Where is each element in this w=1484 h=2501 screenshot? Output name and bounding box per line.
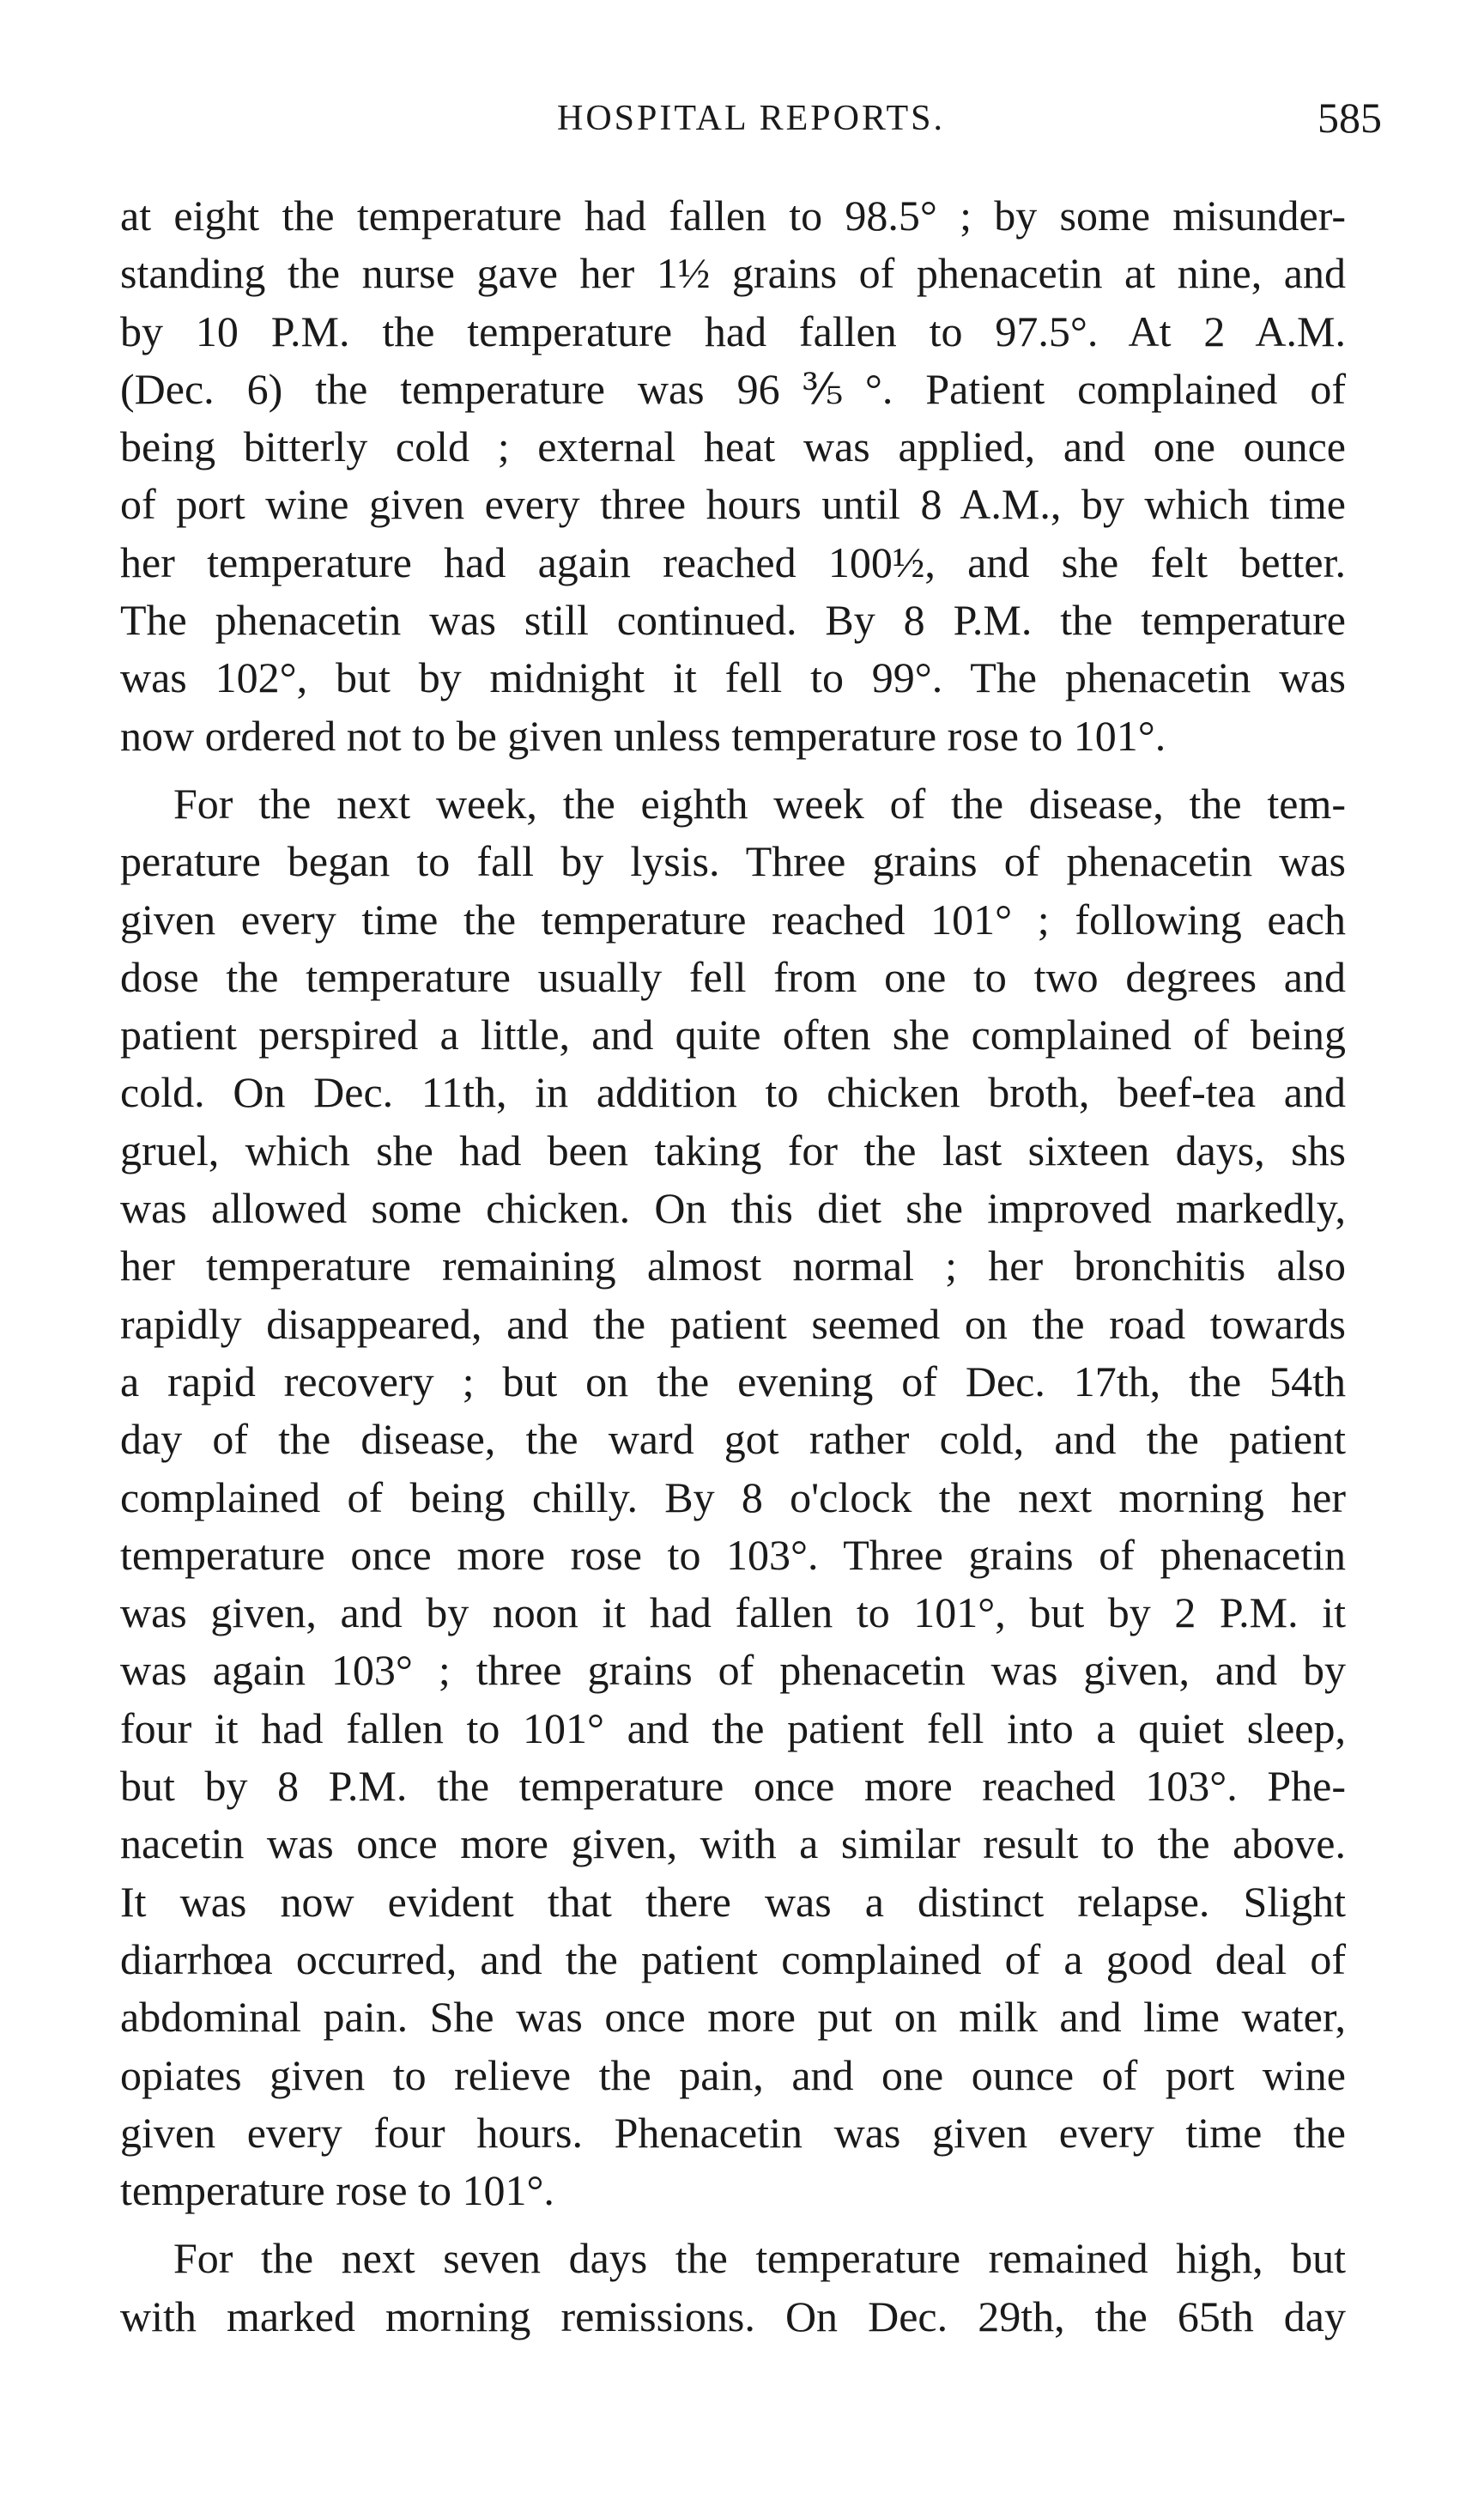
paragraph-gap bbox=[120, 2219, 1346, 2230]
page-number: 585 bbox=[1317, 94, 1382, 142]
paragraph bbox=[120, 187, 1346, 765]
text-line: now ordered not to be given unless temperature rose to 101°. bbox=[120, 711, 1166, 760]
text-line: with marked morning remissions. On Dec. 29th, the 65th day bbox=[120, 2292, 1346, 2340]
text-line: at eight the temperature had fallen to 98.5° ; by some misunder- bbox=[120, 191, 1346, 240]
text-line: was allowed some chicken. On this diet she improved markedly, bbox=[120, 1184, 1346, 1233]
text-line: standing the nurse gave her 1½ grains of phenacetin at nine, and bbox=[120, 249, 1346, 298]
text-line: abdominal pain. She was once more put on milk and lime water, bbox=[120, 1993, 1346, 2042]
text-line: of port wine given every three hours until 8 A.M., by which time bbox=[120, 480, 1346, 529]
body-text bbox=[120, 187, 1346, 2346]
text-line: The phenacetin was still continued. By 8 P.M. the temperature bbox=[120, 596, 1346, 645]
text-line: gruel, which she had been taking for the last sixteen days, shs bbox=[120, 1126, 1346, 1175]
text-line: complained of being chilly. By 8 o'clock the next morning her bbox=[120, 1472, 1346, 1521]
text-line: temperature rose to 101°. bbox=[120, 2166, 554, 2215]
text-line: four it had fallen to 101° and the patient fell into a quiet sleep, bbox=[120, 1703, 1346, 1752]
page-header bbox=[120, 93, 1382, 144]
text-line: by 10 P.M. the temperature had fallen to 97.5°. At 2 A.M. bbox=[120, 307, 1346, 355]
text-line: perature began to fall by lysis. Three grains of phenacetin was bbox=[120, 837, 1346, 886]
text-line: temperature once more rose to 103°. Three grains of phenacetin bbox=[120, 1530, 1346, 1579]
text-line: her temperature remaining almost normal ; her bronchitis also bbox=[120, 1241, 1346, 1290]
text-line: dose the temperature usually fell from one to two degrees and bbox=[120, 952, 1346, 1001]
text-line: opiates given to relieve the pain, and one ounce of port wine bbox=[120, 2050, 1346, 2099]
text-line: given every four hours. Phenacetin was given every time the bbox=[120, 2108, 1346, 2157]
running-head: HOSPITAL REPORTS. bbox=[557, 99, 945, 138]
text-line: For the next seven days the temperature remained high, but bbox=[173, 2234, 1346, 2283]
text-line: (Dec. 6) the temperature was 96⅗°. Patient complained of bbox=[120, 364, 1346, 413]
text-line: her temperature had again reached 100½, and she felt better. bbox=[120, 537, 1346, 586]
text-line: but by 8 P.M. the temperature once more reached 103°. Phe- bbox=[120, 1762, 1346, 1811]
text-line: given every time the temperature reached 101° ; following each bbox=[120, 895, 1346, 944]
text-line: was again 103° ; three grains of phenacetin was given, and by bbox=[120, 1646, 1346, 1695]
paragraph-gap bbox=[120, 765, 1346, 775]
text-line: a rapid recovery ; but on the evening of Dec. 17th, the 54th bbox=[120, 1357, 1346, 1405]
paragraph bbox=[120, 2219, 1346, 2346]
paragraph bbox=[120, 765, 1346, 2219]
text-line: was 102°, but by midnight it fell to 99°. The phenacetin was bbox=[120, 653, 1346, 702]
text-line: rapidly disappeared, and the patient seemed on the road towards bbox=[120, 1299, 1346, 1348]
text-line: It was now evident that there was a distinct relapse. Slight bbox=[120, 1877, 1346, 1926]
text-line: diarrhœa occurred, and the patient complained of a good deal of bbox=[120, 1934, 1346, 1983]
text-line: patient perspired a little, and quite often she complained of being bbox=[120, 1011, 1346, 1059]
text-line: cold. On Dec. 11th, in addition to chicken broth, beef-tea and bbox=[120, 1068, 1346, 1117]
text-line: was given, and by noon it had fallen to 101°, but by 2 P.M. it bbox=[120, 1588, 1346, 1637]
text-line: being bitterly cold ; external heat was applied, and one ounce bbox=[120, 422, 1346, 471]
text-line: nacetin was once more given, with a similar result to the above. bbox=[120, 1819, 1346, 1868]
text-line: For the next week, the eighth week of the disease, the tem- bbox=[173, 779, 1346, 828]
text-line: day of the disease, the ward got rather cold, and the patient bbox=[120, 1415, 1346, 1464]
